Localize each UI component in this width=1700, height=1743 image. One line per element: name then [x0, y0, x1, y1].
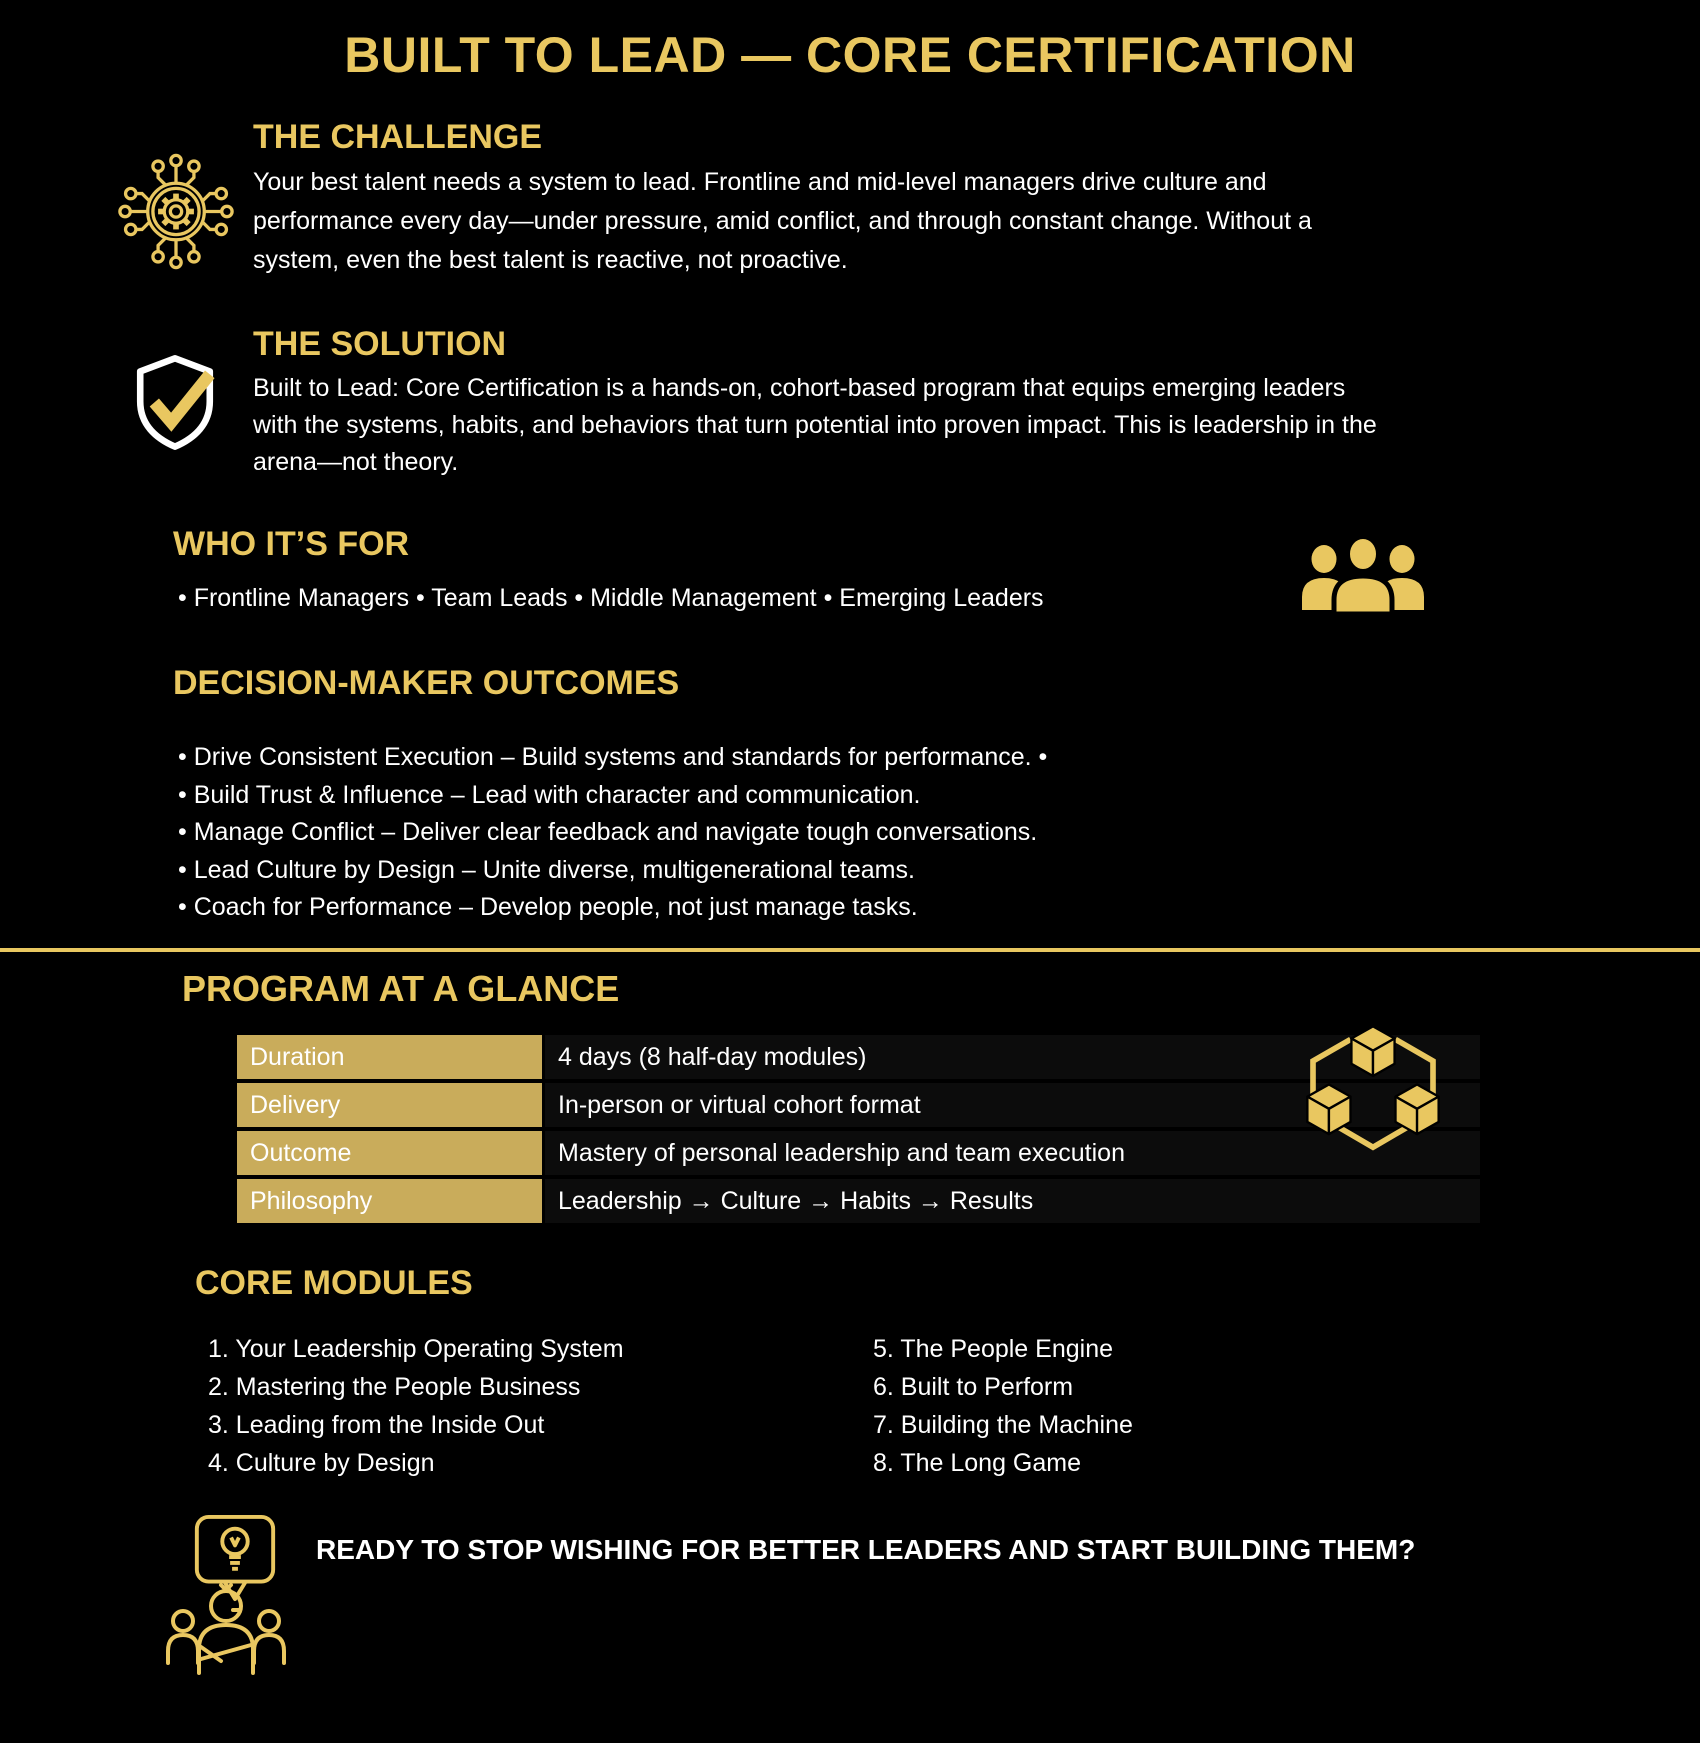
table-value: Leadership → Culture → Habits → Results: [545, 1179, 1480, 1223]
network-blocks-icon: [1298, 1020, 1448, 1162]
solution-body-line: Built to Lead: Core Certification is a hands-on, cohort-based program that equips emerging leaders: [253, 374, 1346, 402]
challenge-body: [253, 163, 1312, 280]
module-item: 8. The Long Game: [873, 1449, 1082, 1477]
table-label: Duration: [237, 1035, 542, 1079]
cta-text: READY TO STOP WISHING FOR BETTER LEADERS AND START BUILDING THEM?: [316, 1534, 1416, 1565]
circuit-gear-icon: [110, 143, 242, 280]
table-row: [237, 1131, 1480, 1175]
gold-divider: [0, 948, 1700, 952]
table-label: Outcome: [237, 1131, 542, 1175]
shield-check-icon: [128, 352, 222, 452]
table-value: Mastery of personal leadership and team execution: [545, 1131, 1480, 1175]
outcome-item: • Lead Culture by Design – Unite diverse, multigenerational teams.: [178, 855, 915, 884]
table-row: [237, 1035, 1480, 1079]
challenge-body-line: Your best talent needs a system to lead. Frontline and mid-level managers drive culture and: [253, 168, 1267, 196]
module-item: 2. Mastering the People Business: [208, 1373, 581, 1401]
outcome-item: • Build Trust & Influence – Lead with character and communication.: [178, 780, 921, 809]
module-item: 6. Built to Perform: [873, 1373, 1074, 1401]
challenge-heading: THE CHALLENGE: [253, 118, 542, 156]
table-row: [237, 1083, 1480, 1127]
outcome-item: • Coach for Performance – Develop people, not just manage tasks.: [178, 893, 918, 921]
challenge-body-line: system, even the best talent is reactive, not proactive.: [253, 246, 848, 274]
module-item: 4. Culture by Design: [208, 1449, 435, 1477]
team-discussion-icon: [163, 1583, 289, 1675]
outcome-item: • Drive Consistent Execution – Build systems and standards for performance. •: [178, 743, 1048, 771]
module-item: 3. Leading from the Inside Out: [208, 1411, 545, 1439]
outcome-item: • Manage Conflict – Deliver clear feedback and navigate tough conversations.: [178, 818, 1038, 846]
module-item: 7. Building the Machine: [873, 1411, 1133, 1439]
program-table: [237, 1035, 1480, 1227]
people-group-icon: [1294, 532, 1432, 634]
page-title: BUILT TO LEAD — CORE CERTIFICATION: [344, 27, 1356, 83]
outcomes-list: [178, 739, 1047, 927]
modules-left-column: [208, 1330, 624, 1482]
solution-body: [253, 370, 1377, 481]
program-heading: PROGRAM AT A GLANCE: [182, 968, 620, 1009]
table-value: 4 days (8 half-day modules): [545, 1035, 1480, 1079]
outcomes-heading: DECISION-MAKER OUTCOMES: [173, 664, 680, 702]
solution-body-line: with the systems, habits, and behaviors that turn potential into proven impact. This is leadership in the: [253, 411, 1377, 439]
module-item: 1. Your Leadership Operating System: [208, 1335, 624, 1363]
module-item: 5. The People Engine: [873, 1335, 1114, 1363]
who-heading: WHO IT’S FOR: [173, 525, 410, 563]
table-value: In-person or virtual cohort format: [545, 1083, 1480, 1127]
who-audience-line: • Frontline Managers • Team Leads • Middle Management • Emerging Leaders: [178, 584, 1044, 612]
table-label: Philosophy: [237, 1179, 542, 1223]
modules-right-column: [873, 1330, 1133, 1482]
modules-heading: CORE MODULES: [195, 1264, 473, 1302]
solution-body-line: arena—not theory.: [253, 448, 459, 476]
table-row: [237, 1179, 1480, 1223]
solution-heading: THE SOLUTION: [253, 325, 507, 363]
table-label: Delivery: [237, 1083, 542, 1127]
challenge-body-line: performance every day—under pressure, amid conflict, and through constant change. Without a: [253, 207, 1312, 235]
